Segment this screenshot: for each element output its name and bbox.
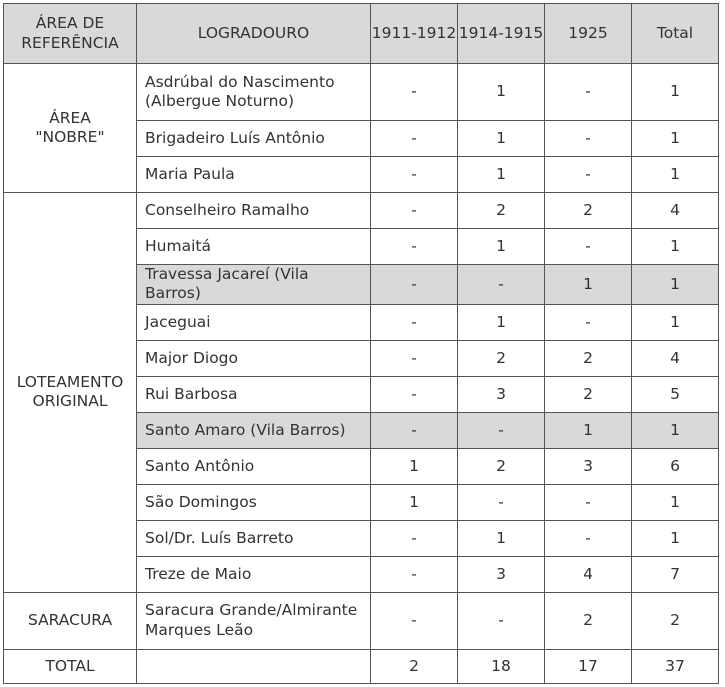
total-cell: 1	[632, 304, 719, 340]
street-cell: Saracura Grande/Almirante Marques Leão	[137, 592, 371, 649]
count-cell: 2	[545, 193, 632, 229]
count-cell: -	[458, 592, 545, 649]
total-cell: 2	[632, 592, 719, 649]
count-cell: 2	[458, 340, 545, 376]
street-cell: Major Diogo	[137, 340, 371, 376]
area-label: LOTEAMENTO ORIGINAL	[16, 373, 124, 411]
header-year-1925	[545, 4, 632, 64]
count-cell: 3	[545, 448, 632, 484]
count-cell: 2	[545, 376, 632, 412]
street-cell: Santo Antônio	[137, 448, 371, 484]
header-year-1914-1915	[458, 4, 545, 64]
table-row	[4, 193, 719, 229]
count-cell: -	[458, 484, 545, 520]
count-cell: 1	[458, 64, 545, 121]
count-cell: 1	[545, 265, 632, 305]
area-cell-saracura	[4, 592, 137, 649]
count-cell: -	[545, 484, 632, 520]
header-area-label: ÁREA DE REFERÊNCIA	[21, 14, 119, 52]
count-cell: -	[371, 412, 458, 448]
area-label: ÁREA "NOBRE"	[35, 108, 105, 146]
street-cell: Maria Paula	[137, 157, 371, 193]
count-cell: 2	[458, 448, 545, 484]
count-cell: -	[545, 121, 632, 157]
table-row	[4, 64, 719, 121]
count-cell: 1	[458, 520, 545, 556]
street-cell: Brigadeiro Luís Antônio	[137, 121, 371, 157]
total-cell: 5	[632, 376, 719, 412]
area-cell-loteamento-original	[4, 193, 137, 593]
count-cell: -	[371, 193, 458, 229]
header-street-label: LOGRADOURO	[197, 23, 310, 42]
header-year-label: 1914-1915	[458, 23, 544, 42]
count-cell: -	[371, 376, 458, 412]
count-cell: 1	[545, 412, 632, 448]
street-cell: Humaitá	[137, 229, 371, 265]
total-cell: 4	[632, 193, 719, 229]
count-cell: 3	[458, 376, 545, 412]
count-cell: -	[371, 157, 458, 193]
count-cell: -	[371, 121, 458, 157]
header-year-label: 1911-1912	[371, 23, 457, 42]
header-row	[4, 4, 719, 64]
street-cell: São Domingos	[137, 484, 371, 520]
count-cell: -	[458, 265, 545, 305]
count-cell: -	[371, 340, 458, 376]
total-cell: 1	[632, 520, 719, 556]
header-total	[632, 4, 719, 64]
count-cell: -	[371, 304, 458, 340]
count-cell: 2	[545, 340, 632, 376]
total-cell: 1	[632, 229, 719, 265]
count-cell: -	[545, 520, 632, 556]
count-cell: 1	[458, 304, 545, 340]
count-cell: 1	[458, 157, 545, 193]
street-cell: Rui Barbosa	[137, 376, 371, 412]
total-count-cell: 18	[458, 649, 545, 683]
total-row	[4, 649, 719, 683]
street-cell: Santo Amaro (Vila Barros)	[137, 412, 371, 448]
count-cell: 2	[458, 193, 545, 229]
total-count-cell: 17	[545, 649, 632, 683]
count-cell: 1	[458, 121, 545, 157]
street-cell: Conselheiro Ramalho	[137, 193, 371, 229]
total-cell: 4	[632, 340, 719, 376]
count-cell: 3	[458, 556, 545, 592]
count-cell: -	[545, 64, 632, 121]
header-year-label: 1925	[568, 23, 608, 42]
street-cell: Sol/Dr. Luís Barreto	[137, 520, 371, 556]
streets-table	[3, 3, 719, 684]
total-street-cell	[137, 649, 371, 683]
count-cell: 4	[545, 556, 632, 592]
street-cell: Travessa Jacareí (Vila Barros)	[137, 265, 371, 305]
total-cell: 1	[632, 265, 719, 305]
count-cell: 1	[371, 484, 458, 520]
total-cell: 1	[632, 121, 719, 157]
total-cell: 1	[632, 484, 719, 520]
count-cell: -	[545, 229, 632, 265]
count-cell: -	[371, 520, 458, 556]
count-cell: -	[545, 157, 632, 193]
header-area	[4, 4, 137, 64]
total-cell: 1	[632, 157, 719, 193]
total-count-cell: 2	[371, 649, 458, 683]
street-cell: Asdrúbal do Nascimento (Albergue Noturno)	[137, 64, 371, 121]
total-cell: 1	[632, 412, 719, 448]
total-cell: 7	[632, 556, 719, 592]
count-cell: 2	[545, 592, 632, 649]
total-cell: 6	[632, 448, 719, 484]
header-street	[137, 4, 371, 64]
area-label: SARACURA	[27, 611, 113, 630]
table-row	[4, 592, 719, 649]
total-label-cell: TOTAL	[4, 649, 137, 683]
count-cell: 1	[371, 448, 458, 484]
header-year-1911-1912	[371, 4, 458, 64]
header-total-label: Total	[656, 23, 694, 42]
count-cell: -	[371, 592, 458, 649]
count-cell: -	[545, 304, 632, 340]
street-cell: Treze de Maio	[137, 556, 371, 592]
count-cell: 1	[458, 229, 545, 265]
count-cell: -	[371, 64, 458, 121]
count-cell: -	[458, 412, 545, 448]
count-cell: -	[371, 229, 458, 265]
total-cell: 1	[632, 64, 719, 121]
grand-total-cell: 37	[632, 649, 719, 683]
count-cell: -	[371, 265, 458, 305]
street-cell: Jaceguai	[137, 304, 371, 340]
count-cell: -	[371, 556, 458, 592]
area-cell-nobre	[4, 64, 137, 193]
